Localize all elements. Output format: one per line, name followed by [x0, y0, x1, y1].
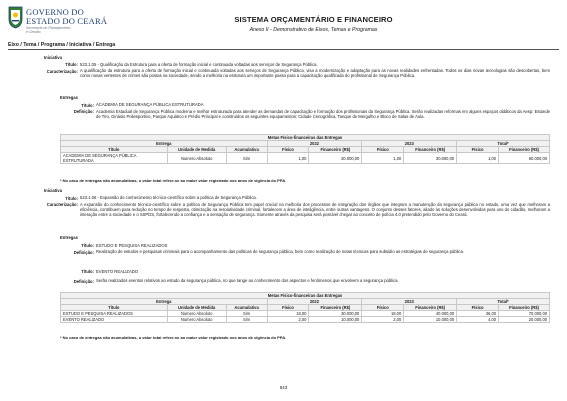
system-title: SISTEMA ORÇAMENTÁRIO E FINANCEIRO	[234, 15, 393, 24]
col-financeiro: Financeiro (R$)	[404, 147, 457, 153]
definicao-label: Definição:	[73, 109, 94, 114]
entrega-title: EVENTO REALIZADO	[96, 268, 139, 274]
table-row	[61, 153, 550, 164]
cell-unidade: Numero Absoluto	[167, 317, 226, 323]
logo-line-2: ESTADO DO CEARÁ	[26, 16, 108, 26]
col-unidade: Unidade de Medida	[167, 305, 226, 311]
iniciativa-caracterizacao: A expansão do conhecimento técnico-científico sobre a política de Segurança Pública tem papel crucial na melhoria dos processos de integração dos órgãos que integram a manutenção da segurança pública no estado, uma vez que melhoram a eficiência, contribuem para redução no tempo de resposta, otimização na resolutividade criminal, fortalecem a área de inteligência, entre outras vantagens. O conjunto desses fatores, aliado às soluções desenvolvidas para uso do cidadão, melhoram a interação entre a sociedade e o SSPDS, fortalecendo a confiança e a sensação de segurança. Somente através da pesquisa será possível chegar ao conceito de polícia 4.0 pretendido pelo Governo do Ceará.	[80, 201, 550, 218]
cell-titulo: ESTUDO E PESQUISA REALIZADOS	[61, 311, 168, 317]
cell-acumulativa: Sim	[226, 317, 267, 323]
entrega-title: ESTUDO E PESQUISA REALIZADOS	[96, 242, 168, 248]
col-financeiro: Financeiro (R$)	[499, 305, 550, 311]
titulo-label: Título:	[81, 243, 94, 248]
entrega-definicao: Serão realizados eventos relativos ao estudo da segurança pública, no que tange ao conhecimento dos aspectos e fenômenos que envolvem a segurança pública.	[96, 278, 399, 283]
logo-line-1: GOVERNO DO	[26, 7, 84, 17]
col-financeiro: Financeiro (R$)	[309, 305, 362, 311]
col-group-year-a: 2022	[267, 299, 362, 305]
table-caption: Metas Físico-financeiras das Entregas	[61, 293, 550, 299]
cell-unidade: Numero Absoluto	[167, 153, 226, 164]
cell-financeiro: 70.000,00	[499, 311, 550, 317]
definicao-label: Definição:	[73, 249, 94, 255]
annex-subtitle: Anexo II - Demonstrativo de Eixos, Temas e Programas	[249, 27, 378, 33]
col-fisico: Físico	[362, 147, 404, 153]
cell-fisico: 36,00	[457, 311, 499, 317]
cell-fisico: 4,00	[457, 317, 499, 323]
col-group-year-a: 2022	[267, 141, 362, 147]
cell-fisico: 1,00	[362, 153, 404, 164]
iniciativa-heading: Iniciativa	[44, 188, 62, 193]
page-number: 843	[279, 385, 288, 390]
cell-acumulativa: Sim	[226, 153, 267, 164]
col-group-entrega: Entrega	[61, 141, 268, 147]
col-titulo: Título	[61, 147, 168, 153]
cell-financeiro: 20.000,00	[499, 317, 550, 323]
definicao-label: Definição:	[73, 278, 94, 284]
col-group-year-b: 2023	[362, 299, 457, 305]
col-acumulativa: Acumulativa	[226, 305, 267, 311]
metas-table	[60, 292, 550, 323]
col-unidade: Unidade de Medida	[167, 147, 226, 153]
cell-fisico: 2,00	[362, 317, 404, 323]
cell-financeiro: 10.000,00	[309, 317, 362, 323]
entrega-definicao: Realização de estudos e pesquisas criminais para o acompanhamento das políticas de segurança pública, bem como realização de notas técnicas para subsidio as estratégias de segurança pública.	[96, 249, 465, 254]
cell-financeiro: 30.000,00	[309, 153, 362, 164]
col-fisico: Físico	[457, 147, 499, 153]
col-group-entrega: Entrega	[61, 299, 268, 305]
cell-fisico: 2,00	[267, 317, 309, 323]
cell-titulo: ACADEMIA DE SEGURANÇA PÚBLICA ESTRUTURADA	[61, 153, 168, 164]
header-divider	[8, 49, 559, 50]
col-fisico: Físico	[267, 305, 309, 311]
cell-financeiro: 40.000,00	[404, 311, 457, 317]
cell-financeiro: 30.000,00	[309, 311, 362, 317]
logo-sub-line-2: e Gestão	[26, 30, 41, 35]
cell-financeiro: 10.000,00	[404, 317, 457, 323]
cell-unidade: Numero Absoluto	[167, 311, 226, 317]
cell-fisico: 1,00	[457, 153, 499, 164]
iniciativa-title: 523.1.05 - Qualificação da Estrutura para a oferta de formação inicial e continuada voltadas aos serviços de Segurança Pública.	[80, 61, 318, 67]
table-footnote: * No caso de entregas não acumulativas, o valor total refere-se ao maior valor registrado nos anos de vigência do PPA.	[60, 335, 287, 340]
col-titulo: Título	[61, 305, 168, 311]
cell-financeiro: 30.000,00	[404, 153, 457, 164]
table-row	[61, 317, 550, 323]
col-financeiro: Financeiro (R$)	[499, 147, 550, 153]
cell-titulo: EVENTO REALIZADO	[61, 317, 168, 323]
iniciativa-heading: Iniciativa	[44, 55, 62, 60]
logo-sub-line-1: Secretaria do Planejamento	[26, 26, 71, 30]
titulo-label: Título:	[65, 195, 78, 201]
iniciativa-title: 523.1.06 - Expansão do conhecimento técnico-científico sobre a política de Segurança Pública.	[80, 195, 257, 200]
entrega-title: ACADEMIA DE SEGURANÇA PÚBLICA ESTRUTURADA	[96, 102, 204, 107]
cell-fisico: 1,00	[267, 153, 309, 164]
col-group-total: Total*	[457, 299, 550, 305]
breadcrumb: Eixo / Tema / Programa / Iniciativa / Entrega	[8, 42, 116, 48]
entregas-heading: Entregas	[60, 235, 78, 240]
titulo-label: Título:	[81, 102, 94, 108]
col-fisico: Físico	[457, 305, 499, 311]
col-financeiro: Financeiro (R$)	[404, 305, 457, 311]
caracterizacao-label: Caracterização:	[46, 68, 78, 74]
cell-fisico: 18,00	[362, 311, 404, 317]
metas-table	[60, 134, 550, 164]
table-caption: Metas Físico-financeiras das Entregas	[61, 135, 550, 141]
col-acumulativa: Acumulativa	[226, 147, 267, 153]
entregas-heading: Entregas	[60, 95, 78, 100]
col-financeiro: Financeiro (R$)	[309, 147, 362, 153]
cell-fisico: 18,00	[267, 311, 309, 317]
cell-financeiro: 60.000,00	[499, 153, 550, 164]
table-footnote: * No caso de entregas não acumulativas, o valor total refere-se ao maior valor registrado nos anos de vigência do PPA.	[60, 178, 287, 183]
caracterizacao-label: Caracterização:	[46, 202, 78, 207]
col-fisico: Físico	[267, 147, 309, 153]
col-fisico: Físico	[362, 305, 404, 311]
col-group-total: Total*	[457, 141, 550, 147]
entrega-definicao: Academia Estadual de Segurança Pública moderna e melhor estruturada para atender as demandas de capacitação e formação dos profissionais da Segurança Pública. Serão realizadas reformas em alguns espaços didáticos da Aesp: Estande de Tiro, Ginásio Poliesportivo, Parque Aquático e Prédio Principal e construídos os seguintes equipamentos: Cidade Cenográfica, Tanque de Mergulho e Bloco de Salas de Aula.	[96, 108, 550, 119]
col-group-year-b: 2023	[362, 141, 457, 147]
cell-acumulativa: Sim	[226, 311, 267, 317]
iniciativa-caracterizacao: A qualificação da estrutura para a oferta de formação inicial e continuada voltadas aos serviços de Segurança Pública, visa a modernização e adaptação para as novas realidades enfrentadas. Todos os dias novas tecnologias são descobertas, bem como novas vertentes de crimes são postas na sociedade, sendo a melhoria na estrutura um importante passo para a capacitação qualificada do profissional de Segurança Pública.	[80, 68, 550, 79]
titulo-label: Título:	[81, 269, 94, 274]
titulo-label: Título:	[65, 62, 78, 67]
